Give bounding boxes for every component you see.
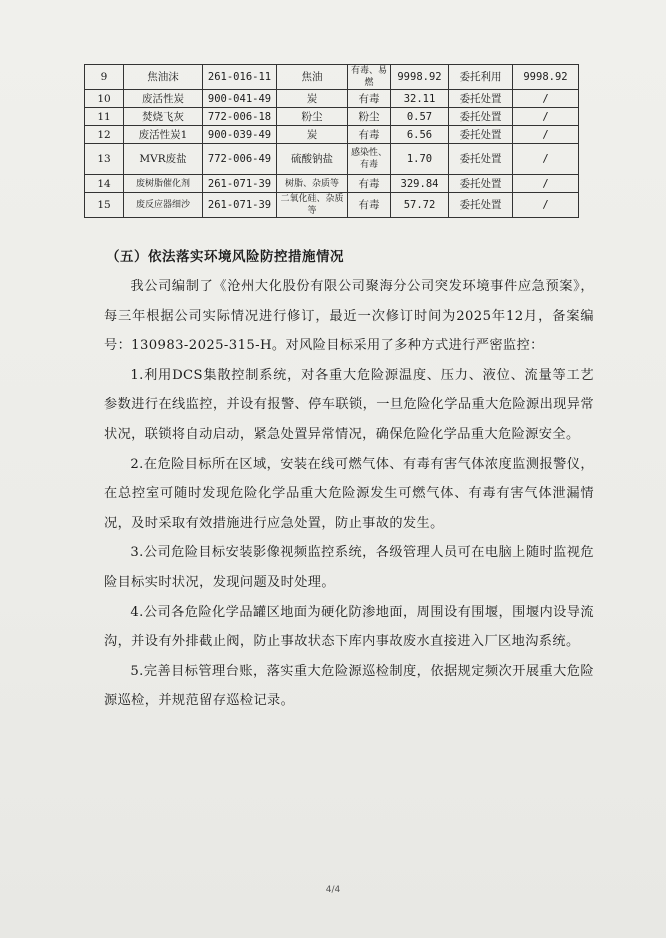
table-cell-name: 废反应器细沙	[124, 193, 203, 218]
table-cell-no: 13	[85, 144, 124, 175]
table-cell-form: 硫酸钠盐	[277, 144, 348, 175]
table-cell-code: 772-006-18	[203, 108, 277, 126]
table-cell-no: 15	[85, 193, 124, 218]
table-row	[85, 65, 579, 90]
table-cell-extra: 9998.92	[513, 65, 579, 90]
table-cell-no: 9	[85, 65, 124, 90]
table-cell-code: 900-039-49	[203, 126, 277, 144]
table-cell-name: 废活性炭1	[124, 126, 203, 144]
table-cell-extra: /	[513, 144, 579, 175]
table-cell-amount: 57.72	[391, 193, 449, 218]
table-cell-method: 委托处置	[449, 175, 513, 193]
table-cell-name: 废活性炭	[124, 90, 203, 108]
table-cell-method: 委托处置	[449, 144, 513, 175]
table-row	[85, 144, 579, 175]
table-cell-hazard: 有毒	[348, 90, 391, 108]
table-cell-code: 261-071-39	[203, 175, 277, 193]
table-cell-hazard: 有毒	[348, 175, 391, 193]
table-cell-name: MVR废盐	[124, 144, 203, 175]
section-heading: （五）依法落实环境风险防控措施情况	[106, 249, 344, 265]
paragraph-intro: 我公司编制了《沧州大化股份有限公司聚海分公司突发环境事件应急预案》，每三年根据公司实际情况进行修订，最近一次修订时间为2025年12月，备案编号：130983-2025-315-H。对风险目标采用了多种方式进行严密监控：	[104, 279, 594, 354]
table-cell-hazard: 有毒	[348, 126, 391, 144]
table-cell-amount: 9998.92	[391, 65, 449, 90]
table-cell-no: 14	[85, 175, 124, 193]
paragraph-item-1: 1.利用DCS集散控制系统，对各重大危险源温度、压力、液位、流量等工艺参数进行在线监控，并设有报警、停车联锁，一旦危险化学品重大危险源出现异常状况，联锁将自动启动，紧急处置异常情况，确保危险化学品重大危险源安全。	[104, 367, 594, 442]
table-cell-form: 炭	[277, 90, 348, 108]
paragraph-item-5: 5.完善目标管理台账，落实重大危险源巡检制度，依据规定频次开展重大危险源巡检，并规范留存巡检记录。	[104, 663, 594, 709]
table-cell-hazard: 感染性、有毒	[348, 144, 391, 175]
table-cell-code: 261-016-11	[203, 65, 277, 90]
table-row	[85, 90, 579, 108]
table-row	[85, 193, 579, 218]
table-cell-name: 废树脂催化剂	[124, 175, 203, 193]
section-body	[104, 272, 594, 716]
table-cell-extra: /	[513, 126, 579, 144]
table-cell-form: 树脂、杂质等	[277, 175, 348, 193]
paragraph-item-2: 2.在危险目标所在区域，安装在线可燃气体、有毒有害气体浓度监测报警仪，在总控室可随时发现危险化学品重大危险源发生可燃气体、有毒有害气体泄漏情况，及时采取有效措施进行应急处置，防止事故的发生。	[104, 456, 594, 531]
table-cell-method: 委托处置	[449, 108, 513, 126]
table-cell-method: 委托利用	[449, 65, 513, 90]
table-cell-form: 粉尘	[277, 108, 348, 126]
paragraph-item-3: 3.公司危险目标安装影像视频监控系统，各级管理人员可在电脑上随时监视危险目标实时状况，发现问题及时处理。	[104, 545, 594, 590]
table-cell-code: 261-071-39	[203, 193, 277, 218]
paragraph-item-4: 4.公司各危险化学品罐区地面为硬化防渗地面，周围设有围堰，围堰内设导流沟，并设有外排截止阀，防止事故状态下库内事故废水直接进入厂区地沟系统。	[104, 604, 594, 650]
table-cell-method: 委托处置	[449, 126, 513, 144]
table-cell-code: 900-041-49	[203, 90, 277, 108]
hazardous-waste-table	[84, 64, 579, 218]
table-cell-extra: /	[513, 193, 579, 218]
table-cell-method: 委托处置	[449, 193, 513, 218]
table-cell-no: 10	[85, 90, 124, 108]
page-number: 4/4	[325, 885, 341, 895]
table-cell-hazard: 有毒、易燃	[348, 65, 391, 90]
table-cell-hazard: 粉尘	[348, 108, 391, 126]
table-cell-amount: 1.70	[391, 144, 449, 175]
table-cell-form: 炭	[277, 126, 348, 144]
table-cell-code: 772-006-49	[203, 144, 277, 175]
table-cell-extra: /	[513, 175, 579, 193]
table-cell-form: 二氧化硅、杂质等	[277, 193, 348, 218]
table-cell-hazard: 有毒	[348, 193, 391, 218]
table-cell-amount: 32.11	[391, 90, 449, 108]
table-cell-no: 11	[85, 108, 124, 126]
table-cell-amount: 6.56	[391, 126, 449, 144]
table-cell-form: 焦油	[277, 65, 348, 90]
table-cell-extra: /	[513, 108, 579, 126]
table-cell-extra: /	[513, 90, 579, 108]
table-cell-amount: 0.57	[391, 108, 449, 126]
table-cell-no: 12	[85, 126, 124, 144]
table-cell-amount: 329.84	[391, 175, 449, 193]
table-row	[85, 175, 579, 193]
table-cell-name: 焚烧飞灰	[124, 108, 203, 126]
table-cell-name: 焦油沫	[124, 65, 203, 90]
table-row	[85, 108, 579, 126]
table-cell-method: 委托处置	[449, 90, 513, 108]
table-row	[85, 126, 579, 144]
